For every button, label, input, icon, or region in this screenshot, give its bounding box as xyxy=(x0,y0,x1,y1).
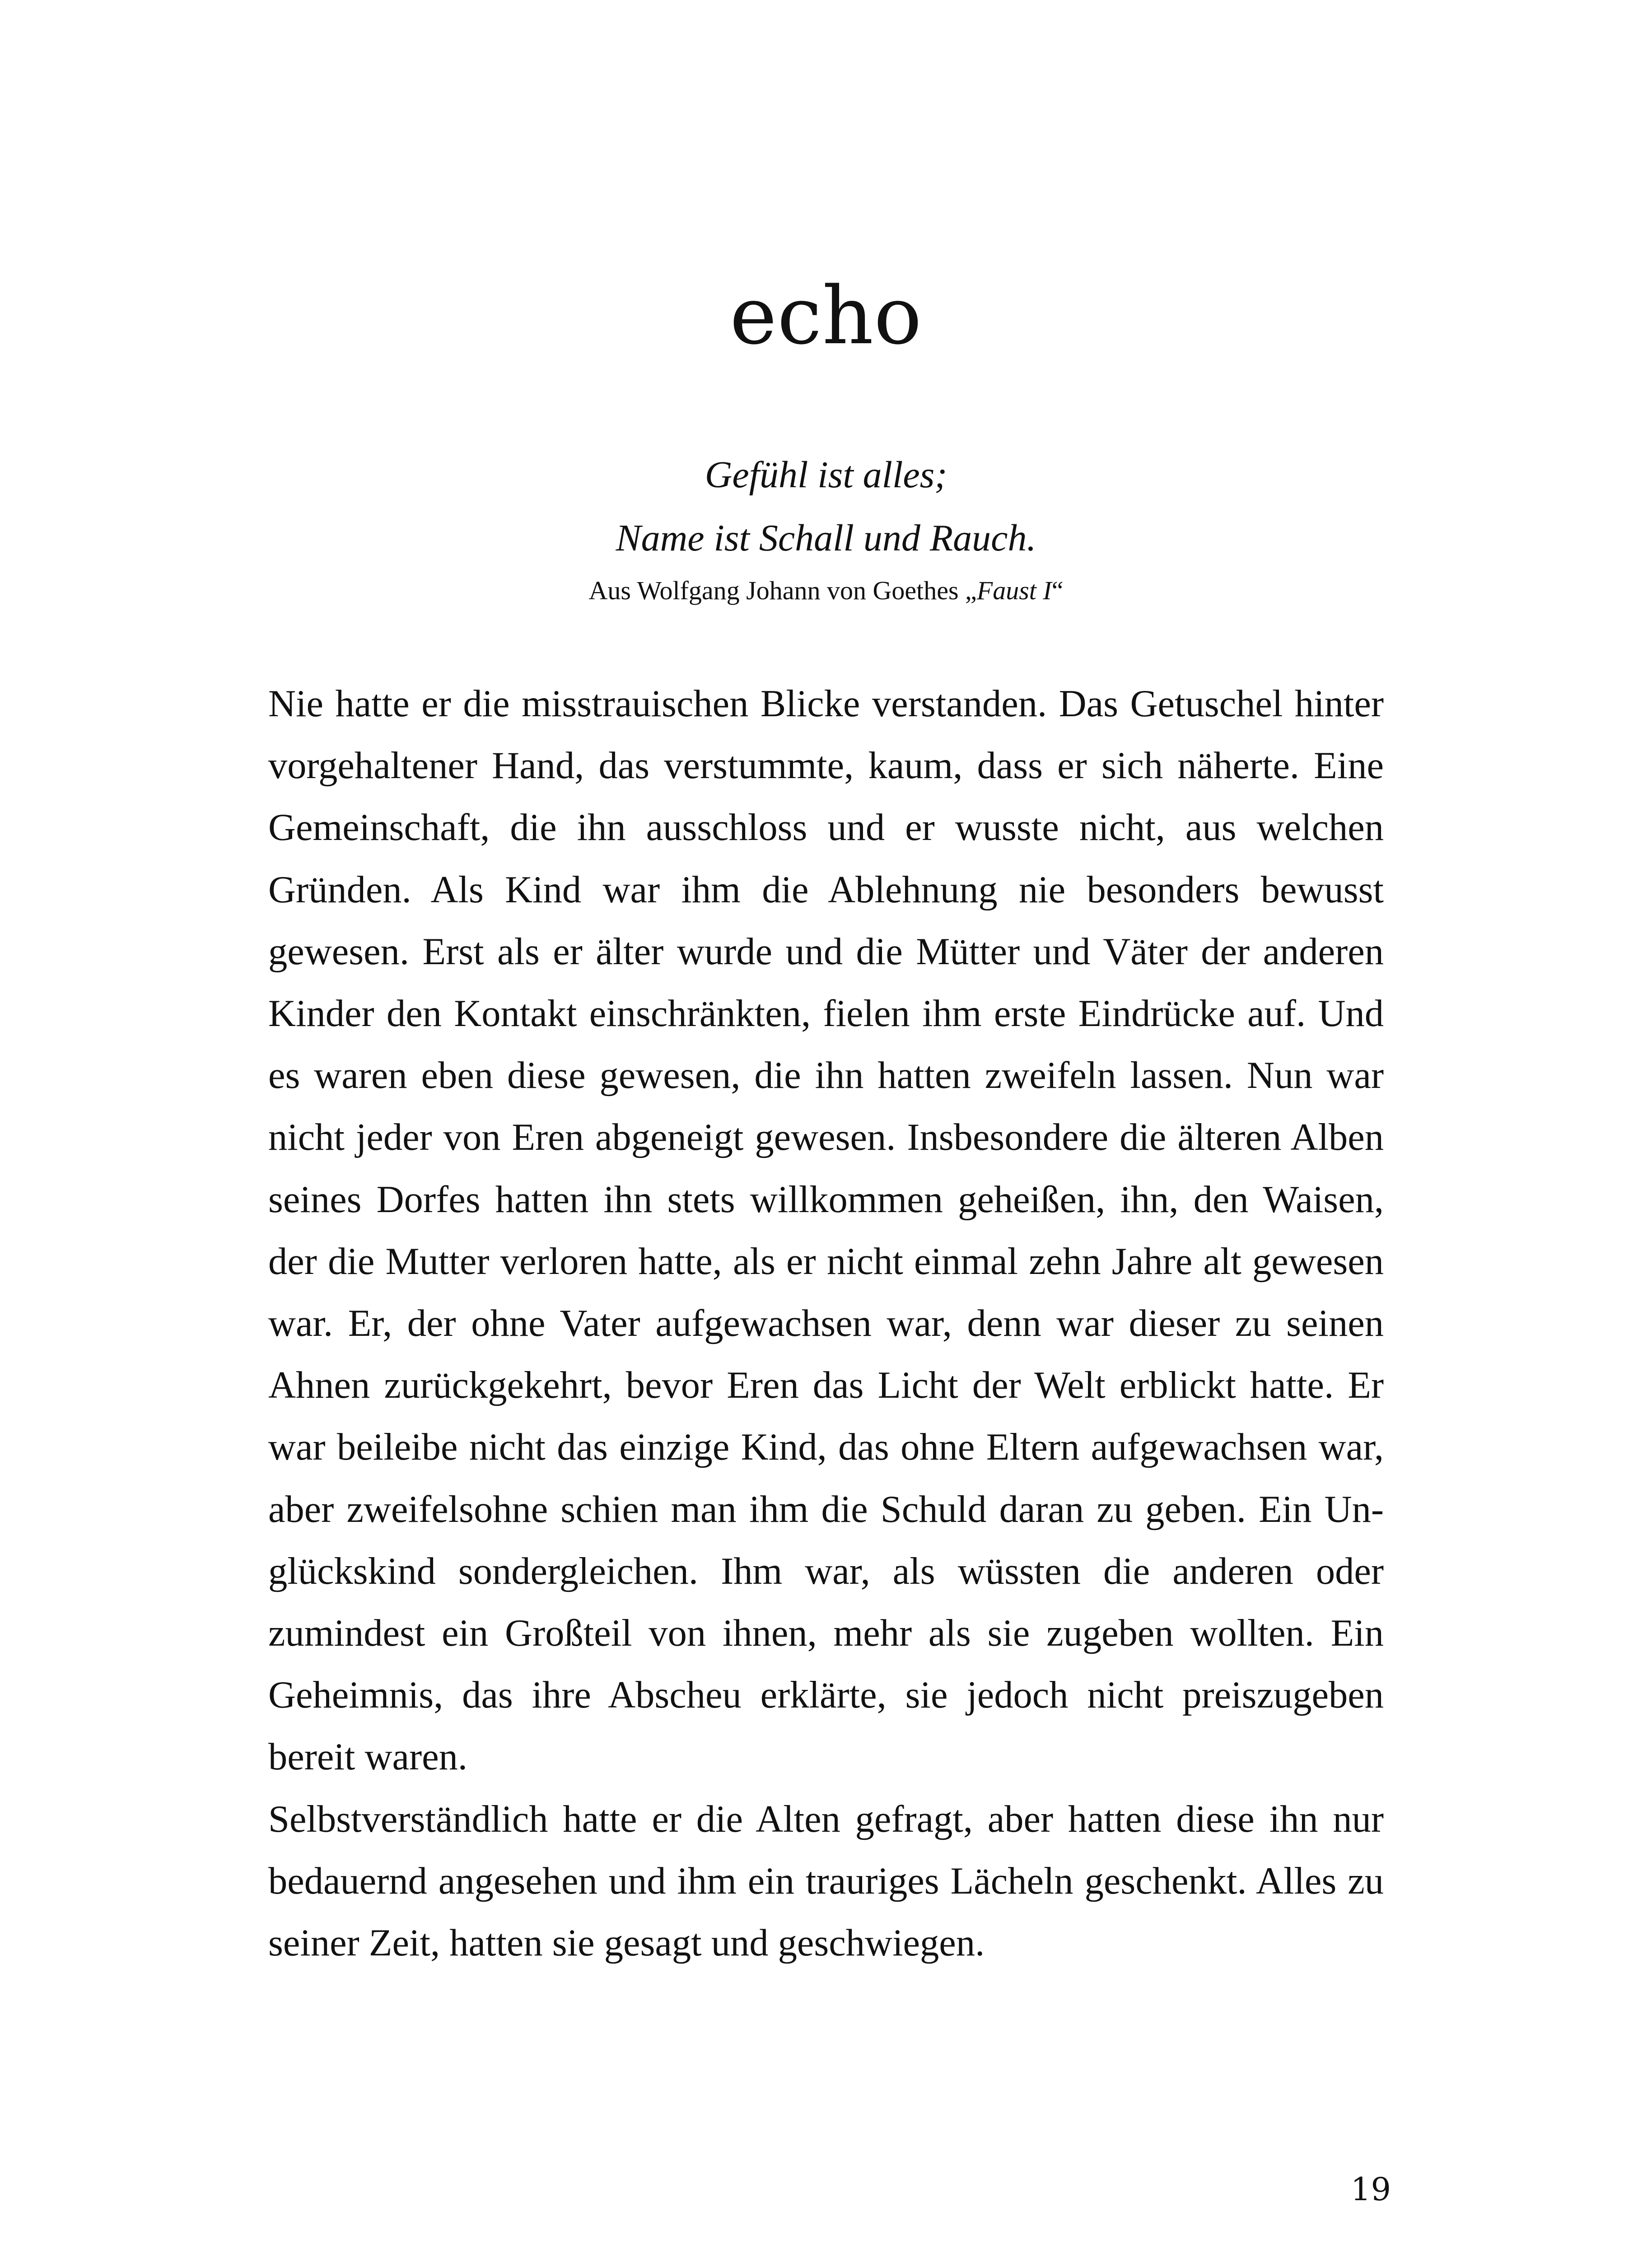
body-text xyxy=(268,673,1384,1974)
epigraph-source-work: Faust I xyxy=(976,576,1052,605)
page-number: 19 xyxy=(1350,2171,1391,2208)
epigraph-source xyxy=(0,568,1652,613)
epigraph-line-2: Name ist Schall und Rauch. xyxy=(616,517,1036,559)
paragraph-1: Nie hatte er die misstrauischen Blicke verstanden. Das Getuschel hinter vorgehaltener Hand, das verstummte, kaum, dass er sich näherte. Eine Gemeinschaft, die ihn ausschloss und er wusste nicht, aus welchen Gründen. Als Kind war ihm die Ablehnung nie besonders bewusst gewesen. Erst als er älter wurde und die Mütter und Väter der anderen Kinder den Kontakt einschränkten, fielen ihm erste Eindrücke auf. Und es waren eben diese gewesen, die ihn hatten zweifeln lassen. Nun war nicht jeder von Eren abgeneigt gewesen. Insbesondere die älteren Alben seines Dorfes hatten ihn stets willkommen geheißen, ihn, den Waisen, der die Mutter verloren hatte, als er nicht einmal zehn Jahre alt gewesen war. Er, der ohne Vater aufgewachsen war, denn war dieser zu seinen Ahnen zurückgekehrt, bevor Eren das Licht der Welt erblickt hatte. Er war beileibe nicht das einzige Kind, das ohne Eltern aufgewachsen war, aber zweifelsohne schien man ihm die Schuld daran zu geben. Ein Unglückskind sondergleichen. Ihm war, als wüssten die anderen oder zumindest ein Großteil von ihnen, mehr als sie zugeben wollten. Ein Geheimnis, das ihre Abscheu erklärte, sie jedoch nicht preiszugeben bereit waren. xyxy=(268,683,1384,1778)
epigraph xyxy=(0,443,1652,613)
epigraph-source-prefix: Aus Wolfgang Johann von Goethes „ xyxy=(588,576,977,605)
paragraph-2: Selbstverständlich hatte er die Alten gefragt, aber hatten diese ihn nur bedauernd angesehen und ihm ein trauriges Lächeln geschenkt. Alles zu seiner Zeit, hatten sie gesagt und geschwiegen. xyxy=(268,1798,1384,1964)
epigraph-source-suffix: “ xyxy=(1051,576,1064,605)
epigraph-line-1: Gefühl ist alles; xyxy=(705,454,947,496)
chapter-title: echo xyxy=(729,270,923,362)
